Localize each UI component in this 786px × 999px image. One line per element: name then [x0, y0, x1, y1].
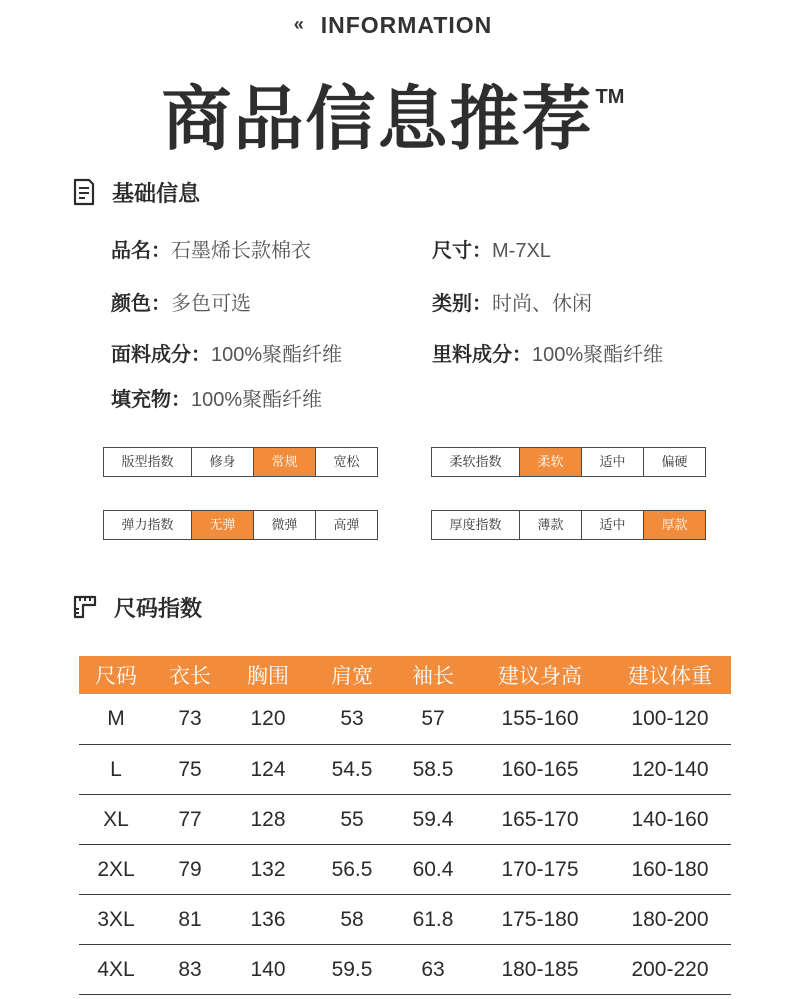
table-cell: 81	[178, 907, 202, 931]
info-value: M-7XL	[492, 240, 551, 262]
thickness-index	[431, 510, 706, 540]
index-option: 适中	[581, 511, 643, 539]
index-name: 厚度指数	[449, 517, 502, 532]
info-label: 尺寸：	[432, 240, 492, 262]
info-category	[432, 289, 592, 319]
table-cell: 54.5	[331, 757, 373, 781]
size-chart-heading	[72, 590, 202, 624]
table-cell: 63	[421, 957, 445, 981]
header-cell: 胸围	[247, 665, 289, 688]
info-product-name	[111, 236, 311, 266]
table-cell: 128	[250, 807, 286, 831]
index-option: 宽松	[315, 448, 377, 476]
info-label: 品名：	[111, 240, 171, 262]
info-color	[111, 289, 251, 319]
table-cell: 180-185	[501, 957, 579, 981]
table-row	[79, 945, 731, 995]
info-label: 类别：	[432, 293, 492, 315]
header-cell: 袖长	[412, 665, 454, 688]
table-cell: 79	[178, 857, 202, 881]
table-cell: 120-140	[631, 757, 709, 781]
info-label: 颜色：	[111, 293, 171, 315]
info-value: 100%聚酯纤维	[191, 389, 323, 411]
table-cell: 60.4	[412, 857, 454, 881]
elasticity-index	[103, 510, 378, 540]
index-option: 无弹	[191, 511, 253, 539]
index-option: 偏硬	[643, 448, 705, 476]
index-option: 高弹	[315, 511, 377, 539]
table-cell: 4XL	[97, 957, 135, 981]
info-fabric	[111, 340, 342, 370]
size-table	[79, 656, 731, 995]
table-cell: 132	[250, 857, 286, 881]
info-value: 100%聚酯纤维	[532, 344, 664, 366]
size-chart-title: 尺码指数	[114, 595, 203, 621]
index-option: 常规	[253, 448, 315, 476]
table-row	[79, 895, 731, 945]
info-label: 里料成分：	[432, 344, 532, 366]
index-option: 厚款	[643, 511, 705, 539]
table-cell: 124	[250, 757, 286, 781]
index-name: 弹力指数	[121, 517, 174, 532]
table-cell: 77	[178, 807, 202, 831]
table-cell: 100-120	[631, 707, 709, 730]
info-size	[432, 236, 551, 266]
index-option: 微弹	[253, 511, 315, 539]
softness-index	[431, 447, 706, 477]
table-cell: 160-165	[501, 757, 579, 781]
table-cell: XL	[103, 807, 129, 831]
table-cell: 73	[178, 707, 202, 730]
table-cell: L	[110, 757, 122, 781]
table-cell: 140-160	[631, 807, 709, 831]
info-value: 多色可选	[171, 293, 251, 315]
table-row	[79, 745, 731, 795]
table-cell: 58	[340, 907, 364, 931]
table-cell: 55	[340, 807, 364, 831]
document-icon	[72, 178, 96, 206]
table-cell: 200-220	[631, 957, 709, 981]
table-cell: 3XL	[97, 907, 135, 931]
table-cell: 53	[340, 707, 364, 730]
table-cell: 57	[421, 707, 445, 730]
index-option: 柔软	[519, 448, 581, 476]
table-cell: 59.5	[331, 957, 373, 981]
table-cell: 61.8	[412, 907, 454, 931]
subtitle-text: INFORMATION	[320, 12, 493, 38]
basic-info-title: 基础信息	[112, 180, 201, 206]
table-cell: 59.4	[412, 807, 454, 831]
table-cell: 75	[178, 757, 202, 781]
index-option: 薄款	[519, 511, 581, 539]
size-table-header	[79, 656, 731, 694]
header-cell: 建议体重	[628, 665, 712, 688]
basic-info-heading	[72, 175, 200, 209]
page-title	[0, 52, 786, 158]
header-cell: 尺码	[95, 665, 137, 688]
table-cell: 175-180	[501, 907, 579, 931]
index-option: 修身	[191, 448, 253, 476]
section-subtitle	[0, 12, 786, 42]
table-row	[79, 845, 731, 895]
table-cell: 58.5	[412, 757, 454, 781]
trademark-mark: TM	[595, 86, 625, 108]
info-value: 100%聚酯纤维	[211, 344, 343, 366]
table-cell: 120	[250, 707, 286, 730]
info-filling	[111, 385, 322, 415]
info-label: 面料成分：	[111, 344, 211, 366]
info-value: 石墨烯长款棉衣	[171, 240, 311, 262]
table-cell: M	[107, 707, 125, 730]
info-value: 时尚、休闲	[492, 293, 592, 315]
table-cell: 165-170	[501, 807, 579, 831]
index-option: 适中	[581, 448, 643, 476]
index-name: 版型指数	[121, 454, 174, 469]
table-cell: 160-180	[631, 857, 709, 881]
ruler-icon	[72, 594, 98, 620]
fit-index	[103, 447, 378, 477]
header-cell: 衣长	[169, 665, 211, 688]
double-chevron-left-icon: «	[293, 14, 305, 34]
table-row	[79, 795, 731, 845]
index-name: 柔软指数	[449, 454, 502, 469]
table-cell: 2XL	[97, 857, 135, 881]
table-cell: 180-200	[631, 907, 709, 931]
table-cell: 83	[178, 957, 202, 981]
table-cell: 56.5	[331, 857, 373, 881]
info-label: 填充物：	[111, 389, 191, 411]
table-cell: 155-160	[501, 707, 579, 730]
table-cell: 140	[250, 957, 286, 981]
table-cell: 136	[250, 907, 286, 931]
table-row	[79, 694, 731, 745]
info-lining	[432, 340, 663, 370]
page-title-text: 商品信息推荐	[161, 80, 594, 158]
header-cell: 建议身高	[498, 665, 582, 688]
header-cell: 肩宽	[331, 665, 373, 688]
table-cell: 170-175	[501, 857, 579, 881]
